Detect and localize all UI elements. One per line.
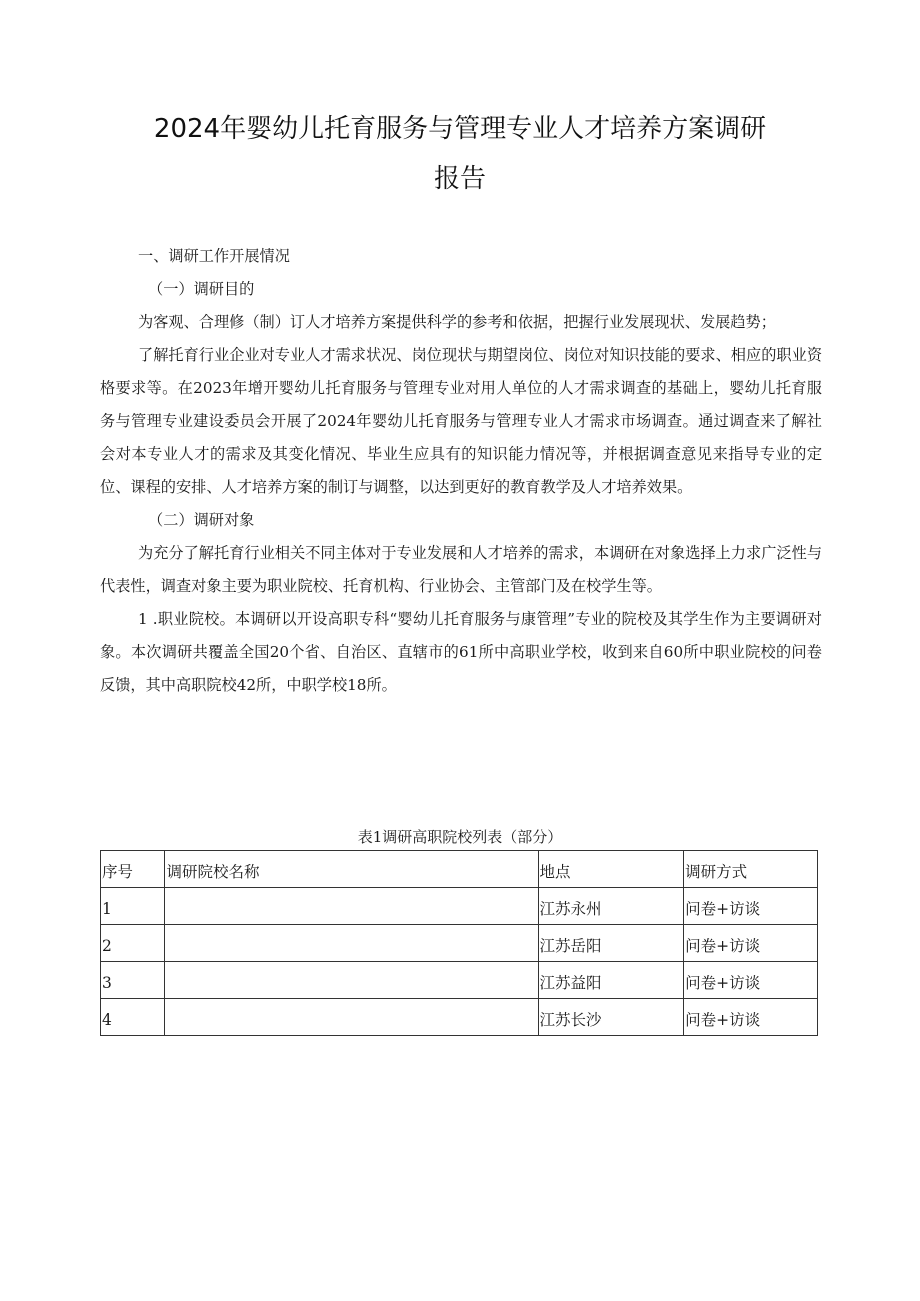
cell-school-name xyxy=(165,962,538,999)
table-row xyxy=(101,962,818,999)
subsection-heading-targets-text: （二）调研对象 xyxy=(148,511,255,529)
report-body xyxy=(100,240,822,702)
cell-index: 2 xyxy=(101,925,165,962)
paragraph-purpose: 为客观、合理修（制）订人才培养方案提供科学的参考和依据，把握行业发展现状、发展趋势； xyxy=(138,313,776,331)
table-row xyxy=(101,925,818,962)
cell-school-name xyxy=(165,999,538,1036)
report-title xyxy=(100,104,820,204)
cell-location: 江苏益阳 xyxy=(538,962,684,999)
header-location: 地点 xyxy=(538,851,684,888)
cell-school-name xyxy=(165,925,538,962)
subsection-heading-purpose-text: （一）调研目的 xyxy=(148,280,255,298)
paragraph-vocational-schools: 1 .职业院校。本调研以开设高职专科“婴幼儿托育服务与康管理”专业的院校及其学生作为主要调研对象。本次调研共覆盖全国20个省、自治区、直辖市的61所中高职业学校，收到来自60所中职业院校的问卷反馈，其中高职院校42所，中职学校18所。 xyxy=(100,610,822,694)
table-header-row xyxy=(101,851,818,888)
title-line-2: 报告 xyxy=(433,164,486,194)
table-caption: 表1调研高职院校列表（部分） xyxy=(357,828,563,846)
subsection-heading-purpose xyxy=(100,273,822,306)
section-heading-1: 一、调研工作开展情况 xyxy=(138,247,290,265)
cell-index: 1 xyxy=(101,888,165,925)
cell-location: 江苏岳阳 xyxy=(538,925,684,962)
subsection-heading-targets xyxy=(100,504,822,537)
cell-method: 问卷+访谈 xyxy=(684,925,818,962)
header-school-name: 调研院校名称 xyxy=(165,851,538,888)
header-index: 序号 xyxy=(101,851,165,888)
paragraph-targets: 为充分了解托育行业相关不同主体对于专业发展和人才培养的需求，本调研在对象选择上力求广泛性与代表性，调查对象主要为职业院校、托育机构、行业协会、主管部门及在校学生等。 xyxy=(100,544,822,595)
cell-index: 4 xyxy=(101,999,165,1036)
paragraph-understanding: 了解托育行业企业对专业人才需求状况、岗位现状与期望岗位、岗位对知识技能的要求、相应的职业资格要求等。在2023年增开婴幼儿托育服务与管理专业对用人单位的人才需求调查的基础上，婴幼儿托育服务与管理专业建设委员会开展了2024年婴幼儿托育服务与管理专业人才需求市场调查。通过调查来了解社会对本专业人才的需求及其变化情况、毕业生应具有的知识能力情况等，并根据调查意见来指导专业的定位、课程的安排、人才培养方案的制订与调整，以达到更好的教育教学及人才培养效果。 xyxy=(100,346,822,496)
cell-method: 问卷+访谈 xyxy=(684,999,818,1036)
cell-location: 江苏长沙 xyxy=(538,999,684,1036)
cell-index: 3 xyxy=(101,962,165,999)
cell-location: 江苏永州 xyxy=(538,888,684,925)
cell-method: 问卷+访谈 xyxy=(684,888,818,925)
table-row xyxy=(101,999,818,1036)
title-line-1: 2024年婴幼儿托育服务与管理专业人才培养方案调研 xyxy=(153,114,767,144)
schools-table xyxy=(100,850,818,1036)
header-method: 调研方式 xyxy=(684,851,818,888)
cell-school-name xyxy=(165,888,538,925)
cell-method: 问卷+访谈 xyxy=(684,962,818,999)
table-row xyxy=(101,888,818,925)
